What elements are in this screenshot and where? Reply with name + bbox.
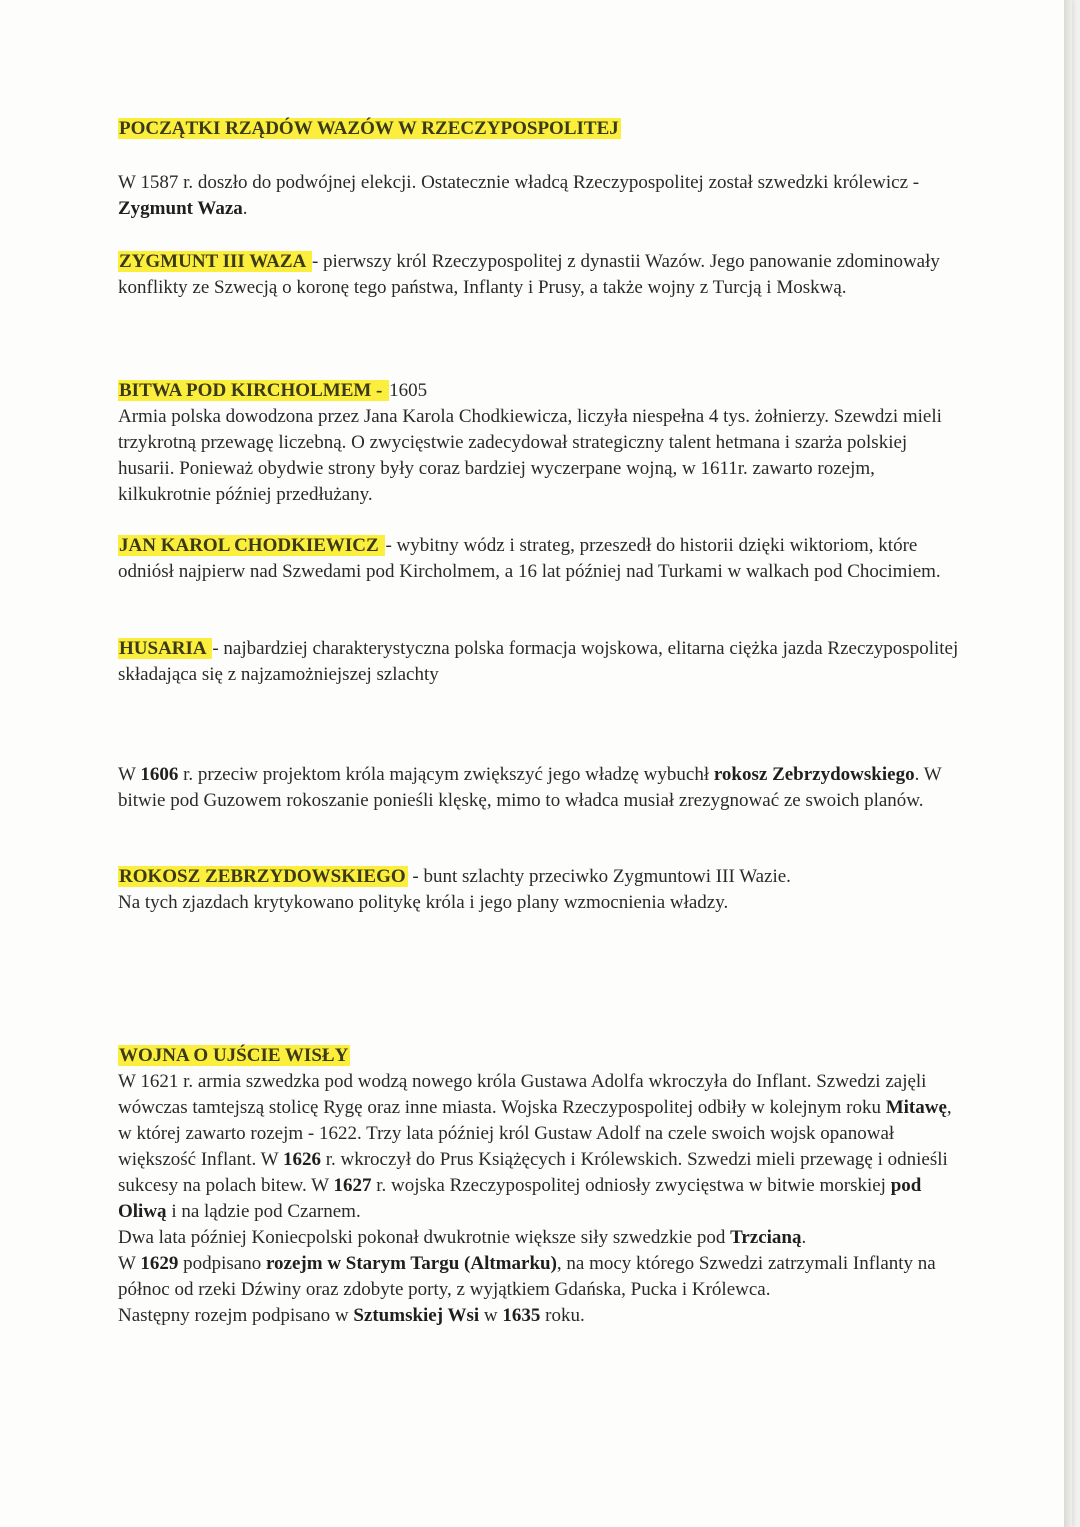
wojna-line2-end: . bbox=[801, 1227, 807, 1248]
kircholm-section bbox=[118, 378, 968, 508]
husaria-definition bbox=[118, 636, 968, 688]
rokosz-text-1: W bbox=[118, 764, 141, 785]
wojna-line2-text: Dwa lata później Koniecpolski pokonał dwukrotnie większe siły szwedzkie pod bbox=[118, 1227, 731, 1248]
wojna-bold-oliwa: pod Oliwą bbox=[118, 1175, 922, 1222]
chodkiewicz-text: - wybitny wódz i strateg, przeszedł do historii dzięki wiktoriom, które odniósł najpierw nad Szwedami pod Kircholmem, a 16 lat później nad Turkami w walkach pod Chocimiem. bbox=[118, 535, 941, 582]
wojna-title: WOJNA O UJŚCIE WISŁY bbox=[119, 1045, 349, 1066]
wojna-line3-text-3: , na mocy którego Szwedzi zatrzymali Inflanty na północ od rzeki Dźwiny oraz zdobyte porty, z wyjątkiem Gdańska, Pucka i Królewca. bbox=[118, 1253, 936, 1300]
wojna-text-1: W 1621 r. armia szwedzka pod wodzą nowego króla Gustawa Adolfa wkroczyła do Inflant. Szwedzi zajęli wówczas tamtejszą stolicę Rygę oraz inne miasta. Wojska Rzeczypospolitej odbiły w kolejnym roku bbox=[118, 1071, 927, 1118]
zygmunt-term: ZYGMUNT III WAZA bbox=[119, 251, 310, 272]
wojna-text-5: i na lądzie pod Czarnem. bbox=[166, 1201, 361, 1222]
husaria-term: HUSARIA bbox=[119, 638, 211, 659]
wojna-line4-text-1: Następny rozejm podpisano w bbox=[118, 1305, 354, 1326]
wojna-bold-1626: 1626 bbox=[282, 1149, 321, 1170]
rokosz-def-text: - bunt szlachty przeciwko Zygmuntowi III Wazie. bbox=[407, 866, 791, 887]
rokosz-text-3: . W bitwie pod Guzowem rokoszanie ponieśli klęskę, mimo to władca musiał zrezygnować ze swoich planów. bbox=[118, 764, 942, 811]
document-title bbox=[118, 116, 968, 142]
zygmunt-definition bbox=[118, 249, 968, 301]
kircholm-year: 1605 bbox=[389, 380, 428, 401]
chodkiewicz-term: JAN KAROL CHODKIEWICZ bbox=[119, 535, 384, 556]
chodkiewicz-definition bbox=[118, 533, 968, 585]
kircholm-term: BITWA POD KIRCHOLMEM - bbox=[119, 380, 388, 401]
intro-text: W 1587 r. doszło do podwójnej elekcji. Ostatecznie władcą Rzeczypospolitej został szwedzki królewicz - bbox=[118, 172, 920, 193]
rokosz-bold: rokosz Zebrzydowskiego bbox=[713, 764, 915, 785]
wojna-bold-mitawe: Mitawę bbox=[885, 1097, 947, 1118]
wojna-text-3: r. wkroczył do Prus Książęcych i Królewskich. Szwedzi mieli przewagę i odnieśli sukcesy na polach bitew. W bbox=[118, 1149, 948, 1196]
rokosz-paragraph bbox=[118, 762, 968, 814]
wojna-bold-1627: 1627 bbox=[333, 1175, 372, 1196]
title-highlight: POCZĄTKI RZĄDÓW WAZÓW W RZECZYPOSPOLITEJ bbox=[119, 118, 619, 139]
zygmunt-text: - pierwszy król Rzeczypospolitej z dynastii Wazów. Jego panowanie zdominowały konflikty ze Szwecją o koronę tego państwa, Inflanty i Prusy, a także wojny z Turcją i Moskwą. bbox=[118, 251, 940, 298]
rokosz-text-2: r. przeciw projektom króla mającym zwiększyć jego władzę wybuchł bbox=[178, 764, 714, 785]
wojna-section bbox=[118, 1043, 968, 1329]
intro-end: . bbox=[242, 198, 248, 219]
wojna-text-4: r. wojska Rzeczypospolitej odniosły zwycięstwa w bitwie morskiej bbox=[371, 1175, 891, 1196]
wojna-bold-1635: 1635 bbox=[502, 1305, 541, 1326]
wojna-line4-text-3: roku. bbox=[540, 1305, 585, 1326]
wojna-bold-1629: 1629 bbox=[140, 1253, 179, 1274]
wojna-line4-text-2: w bbox=[479, 1305, 503, 1326]
husaria-text: - najbardziej charakterystyczna polska formacja wojskowa, elitarna ciężka jazda Rzeczypospolitej składająca się z najzamożniejszej szlachty bbox=[118, 638, 959, 685]
kircholm-text: Armia polska dowodzona przez Jana Karola Chodkiewicza, liczyła niespełna 4 tys. żołnierzy. Szewdzi mieli trzykrotną przewagę liczebną. O zwycięstwie zadecydował strategiczny talent hetmana i szarża polskiej husarii. Ponieważ obydwie strony były coraz bardziej wyczerpane wojną, w 1611r. zawarto rozejm, kilkukrotnie później przedłużany. bbox=[118, 406, 942, 505]
wojna-line3-text-2: podpisano bbox=[178, 1253, 266, 1274]
intro-paragraph bbox=[118, 170, 968, 222]
intro-bold: Zygmunt Waza bbox=[118, 198, 243, 219]
wojna-text-2: , w której zawarto rozejm - 1622. Trzy lata później król Gustaw Adolf na czele swoich wojsk opanował większość Inflant. W bbox=[118, 1097, 952, 1170]
rokosz-definition bbox=[118, 864, 968, 916]
wojna-bold-trzciana: Trzcianą bbox=[730, 1227, 802, 1248]
wojna-line3-text-1: W bbox=[118, 1253, 141, 1274]
wojna-bold-sztum: Sztumskiej Wsi bbox=[353, 1305, 480, 1326]
rokosz-def-line2: Na tych zjazdach krytykowano politykę króla i jego plany wzmocnienia władzy. bbox=[118, 892, 729, 913]
page-edge bbox=[1064, 0, 1072, 1527]
wojna-bold-rozejm: rozejm w Starym Targu (Altmarku) bbox=[265, 1253, 557, 1274]
rokosz-year: 1606 bbox=[140, 764, 179, 785]
rokosz-term: ROKOSZ ZEBRZYDOWSKIEGO bbox=[119, 866, 406, 887]
